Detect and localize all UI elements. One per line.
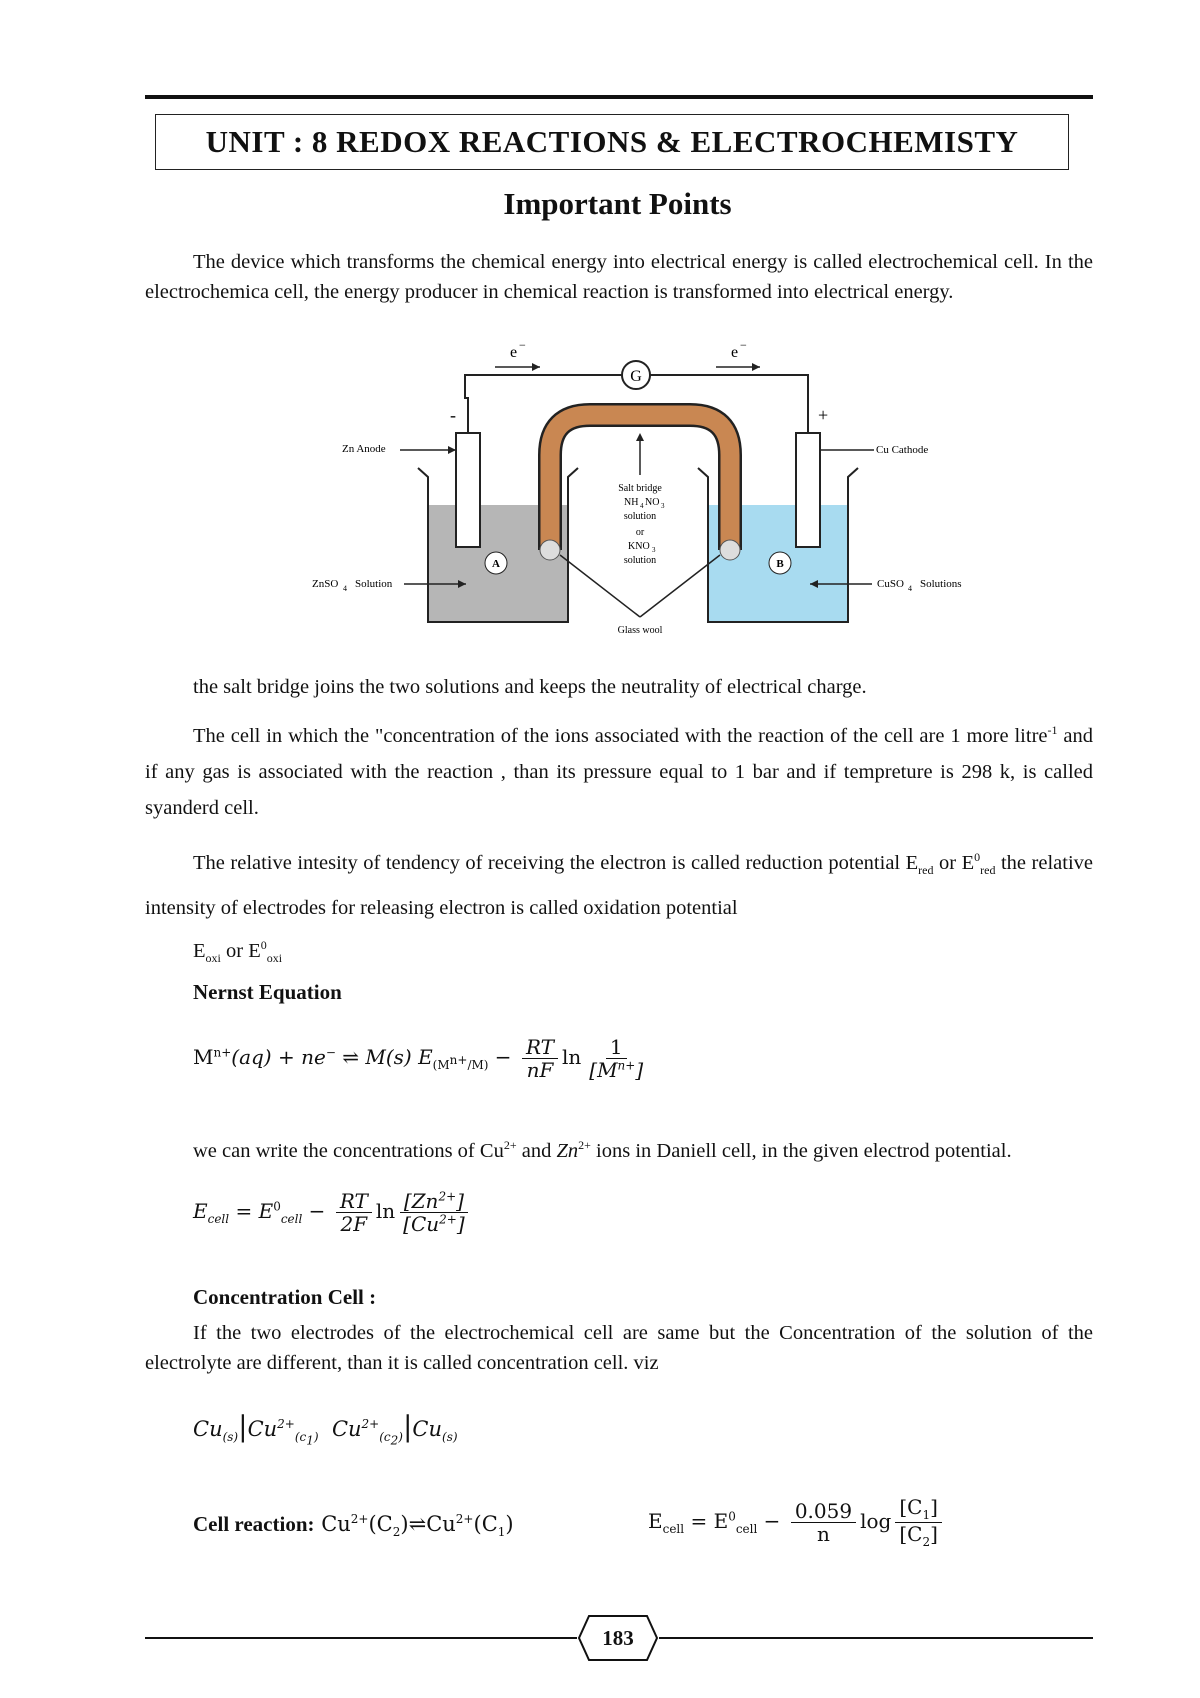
electrochemical-cell-diagram (300, 335, 1000, 650)
unit-title: UNIT : 8 REDOX REACTIONS & ELECTROCHEMISTY (205, 124, 1019, 159)
nernst-heading: Nernst Equation (193, 980, 342, 1004)
svg-text:A: A (492, 558, 500, 570)
svg-text:Glass wool: Glass wool (617, 625, 663, 636)
svg-text:solution: solution (623, 555, 657, 566)
svg-text:Solution: Solution (355, 578, 393, 590)
svg-text:Zn Anode: Zn Anode (342, 443, 386, 455)
cell-reaction: Cell reaction: $Cu^{2+}(C_2)\rightleftharpoons Cu^{2+}(C_1)$ (193, 1512, 514, 1540)
cell-reaction-equation: $E_{cell} = E^0_{cell}$ − $\frac{0.059}{n}$ log $\frac{[C_1]}{[C_2]}$ (648, 1496, 946, 1549)
svg-text:4: 4 (908, 584, 912, 593)
ecell-equation: $E_{cell} = E^0_{cell}$ − $\frac{RT}{2F}$ ln $\frac{[Zn^{2+}]}{[Cu^{2+}]}$ (193, 1190, 473, 1235)
unit-title-box (155, 114, 1069, 170)
svg-text:Salt bridge: Salt bridge (618, 483, 662, 494)
svg-text:NO: NO (645, 497, 660, 508)
svg-text:−: − (519, 338, 526, 352)
svg-text:Solutions: Solutions (920, 578, 962, 590)
svg-text:e: e (731, 344, 739, 361)
svg-text:CuSO: CuSO (877, 578, 904, 590)
svg-text:3: 3 (661, 502, 665, 510)
cell-notation: $Cu_{(s)}|Cu^{2+}_{(c_1)}$ $Cu^{2+}_{(c_2)}|Cu_{(s)}$ (193, 1410, 458, 1448)
svg-text:B: B (776, 558, 784, 570)
svg-text:4: 4 (640, 502, 644, 510)
reduction-potential-paragraph: The relative intesity of tendency of receiving the electron is called reduction potential $E_{red}$ or $E^0_{red}$ the relative intensity of electrodes for releasing electron is called oxidation potential (145, 850, 1093, 919)
svg-text:4: 4 (343, 584, 347, 593)
svg-text:ZnSO: ZnSO (312, 578, 339, 590)
svg-text:KNO: KNO (628, 541, 650, 552)
svg-text:Cu Cathode: Cu Cathode (876, 444, 929, 456)
top-rule (145, 95, 1093, 99)
svg-text:NH: NH (624, 497, 639, 508)
intro-paragraph: The device which transforms the chemical energy into electrical energy is called electrochemical cell. In the electrochemica cell, the energy producer in chemical reaction is transformed into electrical energy. (145, 251, 1093, 303)
footer-rule-right (659, 1637, 1093, 1639)
zn-anode-rod (456, 433, 480, 547)
svg-text:or: or (635, 527, 645, 538)
svg-text:solution: solution (623, 511, 657, 522)
page-number: 183 (602, 1625, 634, 1650)
svg-text:e: e (510, 344, 518, 361)
svg-text:-: - (450, 405, 456, 425)
concentrations-paragraph: we can write the concentrations of $Cu^{2+}$ and $Zn^{2+}$ ions in Daniell cell, in the given electrod potential. (193, 1138, 1012, 1162)
page-number-badge (577, 1614, 659, 1662)
standard-cell-paragraph: The cell in which the "concentration of the ions associated with the reaction of the cell are 1 more litre$^{-1}$ and if any gas is associated with the reaction , than its pressure equal to 1 bar and if tempreture is 298 k, is called syanderd cell. (145, 723, 1093, 819)
svg-text:3: 3 (652, 546, 656, 554)
svg-text:−: − (740, 338, 747, 352)
nernst-equation: $M^{n+}(aq) + ne^-$ ⇌ M(s) $E_{(M^{n+}/M)}$ − $\frac{RT}{nF}$ ln $\frac{1}{[M^{n+}]}$ (193, 1035, 644, 1082)
oxidation-potential-symbol: $E_{oxi}$ or $E^0_{oxi}$ (193, 938, 283, 965)
footer-rule-left (145, 1637, 577, 1639)
concentration-cell-paragraph: If the two electrodes of the electrochemical cell are same but the Concentration of the solution of the electrolyte are different, than it is called concentration cell. viz (145, 1322, 1093, 1374)
page-heading: Important Points (503, 186, 732, 221)
svg-text:G: G (630, 368, 642, 385)
svg-text:+: + (818, 405, 829, 425)
salt-bridge-paragraph: the salt bridge joins the two solutions and keeps the neutrality of electrical charge. (193, 676, 867, 698)
concentration-cell-heading: Concentration Cell : (193, 1285, 377, 1309)
cu-cathode-rod (796, 433, 820, 547)
